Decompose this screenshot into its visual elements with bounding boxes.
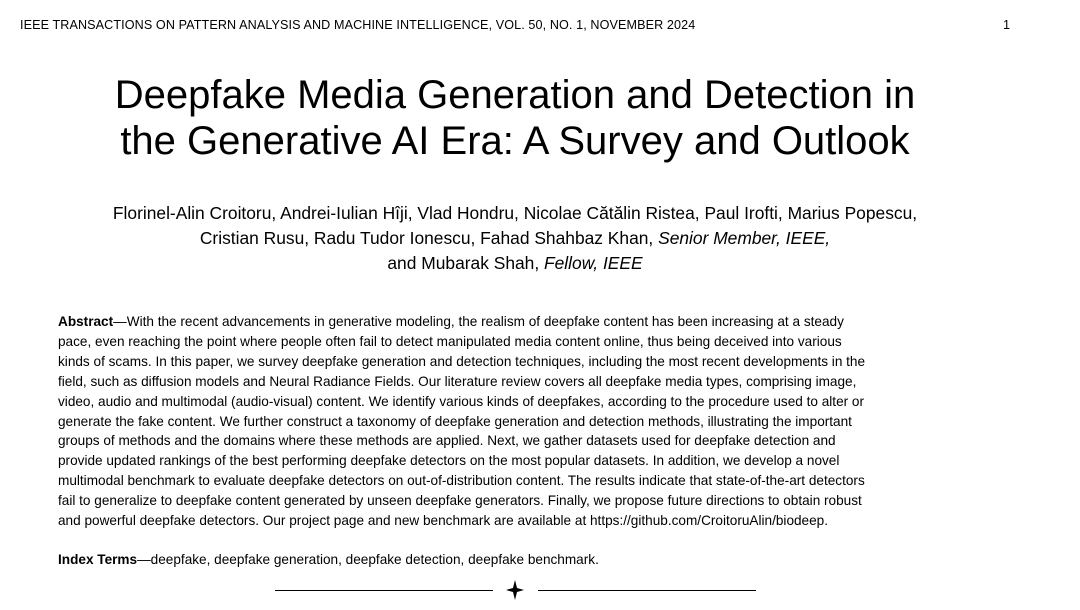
divider-line-left	[275, 590, 493, 591]
author-names: and Mubarak Shah,	[387, 253, 545, 273]
author-line	[0, 251, 1030, 276]
abstract-line: pace, even reaching the point where people often fail to detect manipulated media content online, thus being deceived into various	[58, 333, 842, 349]
author-line: Florinel-Alin Croitoru, Andrei-Iulian Hîji, Vlad Hondru, Nicolae Cătălin Ristea, Paul Irofti, Marius Popescu,	[112, 203, 918, 223]
abstract-text: —With the recent advancements in generative modeling, the realism of deepfake content has been increasing at a steady	[113, 314, 844, 329]
running-head: IEEE TRANSACTIONS ON PATTERN ANALYSIS AND MACHINE INTELLIGENCE, VOL. 50, NO. 1, NOVEMBER 2024	[20, 18, 696, 32]
index-terms-label: Index Terms	[58, 552, 138, 567]
author-list	[0, 201, 1030, 276]
abstract-line: and powerful deepfake detectors. Our project page and new benchmark are available at https://github.com/CroitoruAlin/biodeep.	[58, 513, 829, 529]
abstract-label: Abstract	[58, 314, 114, 329]
index-terms	[58, 550, 599, 570]
title-line: Deepfake Media Generation and Detection in	[114, 73, 916, 117]
four-point-star-icon	[506, 580, 524, 600]
abstract-line: kinds of scams. In this paper, we survey deepfake generation and detection techniques, including the most recent developments in the	[58, 353, 866, 369]
author-line	[0, 226, 1030, 251]
abstract-line: groups of methods and the domains where these methods are applied. Next, we gather datasets used for deepfake detection and	[58, 433, 836, 449]
index-terms-text: —deepfake, deepfake generation, deepfake detection, deepfake benchmark.	[137, 552, 599, 567]
author-names: Cristian Rusu, Radu Tudor Ionescu, Fahad Shahbaz Khan,	[199, 228, 659, 248]
title-line: the Generative AI Era: A Survey and Outlook	[120, 119, 910, 163]
abstract-line: fail to generalize to deepfake content generated by unseen deepfake generators. Finally, we propose future directions to obtain robust	[58, 493, 862, 509]
paper-title	[0, 72, 1030, 164]
author-role: Fellow, IEEE	[544, 253, 643, 273]
abstract-line: field, such as diffusion models and Neural Radiance Fields. Our literature review covers all deepfake media types, comprising image,	[58, 373, 857, 389]
abstract-line: video, audio and multimodal (audio-visual) content. We identify various kinds of deepfakes, according to the procedure used to alter or	[58, 393, 865, 409]
page-number: 1	[1003, 18, 1011, 32]
divider-line-right	[538, 590, 756, 591]
abstract	[58, 312, 978, 531]
abstract-line: multimodal benchmark to evaluate deepfake detectors on out-of-distribution content. The results indicate that state-of-the-art detectors	[58, 473, 865, 489]
abstract-line: provide updated rankings of the best performing deepfake detectors on the most popular datasets. In addition, we develop a novel	[58, 453, 840, 469]
abstract-line: generate the fake content. We further construct a taxonomy of deepfake generation and detection methods, illustrating the important	[58, 413, 852, 429]
author-role: Senior Member, IEEE,	[658, 228, 831, 248]
abstract-line	[58, 312, 978, 332]
